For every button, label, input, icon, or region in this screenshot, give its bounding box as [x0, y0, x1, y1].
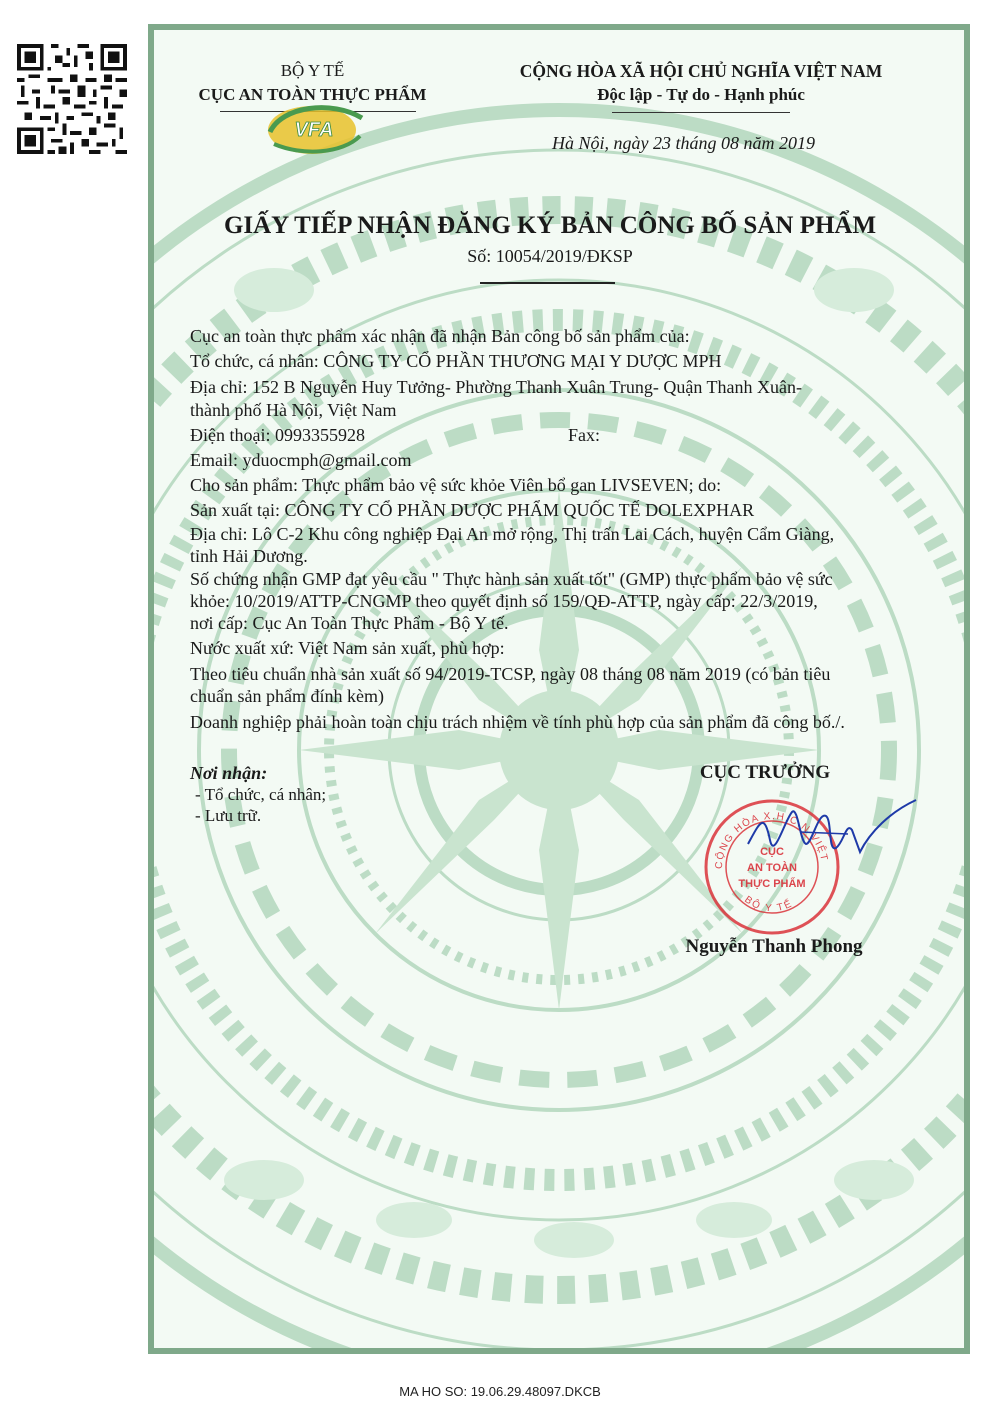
- gmp-line2: khỏe: 10/2019/ATTP-CNGMP theo quyết định số 159/QĐ-ATTP, ngày cấp: 22/3/2019,: [190, 591, 818, 611]
- origin: Nước xuất xứ: Việt Nam sản xuất, phù hợp:: [190, 638, 505, 658]
- manufacturer: Sản xuất tại: CÔNG TY CỔ PHẦN DƯỢC PHẨM QUỐC TẾ DOLEXPHAR: [190, 500, 755, 520]
- agency-name: CỤC AN TOÀN THỰC PHẨM: [198, 85, 427, 104]
- title-underline: [480, 282, 615, 284]
- qr-code: [14, 44, 130, 154]
- product: Cho sản phẩm: Thực phẩm bảo vệ sức khỏe Viên bổ gan LIVSEVEN; do:: [190, 475, 722, 495]
- org-address-line1: Địa chỉ: 152 B Nguyễn Huy Tưởng- Phường Thanh Xuân Trung- Quận Thanh Xuân-: [190, 377, 802, 397]
- recipient-item: - Lưu trữ.: [195, 806, 262, 825]
- document-number: Số: 10054/2019/ĐKSP: [467, 246, 633, 266]
- intro-text: Cục an toàn thực phẩm xác nhận đã nhận Bản công bố sản phẩm của:: [190, 326, 690, 346]
- stamp-ring-text: CỘNG HÒA X.H.C.N VIỆT: [713, 810, 830, 870]
- email: Email: yduocmph@gmail.com: [190, 450, 412, 470]
- recipient-item: - Tổ chức, cá nhân;: [195, 785, 327, 804]
- responsibility-statement: Doanh nghiệp phải hoàn toàn chịu trách nhiệm về tính phù hợp của sản phẩm đã công bố./.: [190, 712, 845, 732]
- qr-code-graphic: [14, 44, 130, 154]
- stamp-line2: AN TOÀN: [747, 862, 797, 874]
- organization: Tổ chức, cá nhân: CÔNG TY CỔ PHẦN THƯƠNG MẠI Y DƯỢC MPH: [190, 351, 722, 371]
- issue-date: Hà Nội, ngày 23 tháng 08 năm 2019: [552, 133, 815, 153]
- document-title: GIẤY TIẾP NHẬN ĐĂNG KÝ BẢN CÔNG BỐ SẢN PHẨM: [223, 212, 877, 239]
- gmp-line3: nơi cấp: Cục An Toàn Thực Phẩm - Bộ Y tế.: [190, 613, 509, 633]
- dossier-code: MA HO SO: 19.06.29.48097.DKCB: [399, 1384, 601, 1399]
- stamp-bottom-text: BỘ Y TẾ: [742, 894, 795, 915]
- national-title: CỘNG HÒA XÃ HỘI CHỦ NGHĨA VIỆT NAM: [519, 61, 883, 81]
- org-address-line2: thành phố Hà Nội, Việt Nam: [190, 400, 397, 420]
- standard-line2: chuẩn sản phẩm đính kèm): [190, 686, 384, 706]
- gmp-line1: Số chứng nhận GMP đạt yêu cầu " Thực hành sản xuất tốt" (GMP) thực phẩm bảo vệ sức: [190, 569, 833, 589]
- signer-name: Nguyễn Thanh Phong: [685, 936, 863, 957]
- header-right-underline: [612, 112, 790, 113]
- national-motto: Độc lập - Tự do - Hạnh phúc: [597, 85, 805, 104]
- handwritten-signature: [740, 782, 920, 902]
- standard-line1: Theo tiêu chuẩn nhà sản xuất số 94/2019-TCSP, ngày 08 tháng 08 năm 2019 (có bản tiêu: [190, 664, 831, 684]
- stamp-line1: CỤC: [760, 846, 784, 858]
- signer-title: CỤC TRƯỞNG: [699, 762, 831, 783]
- mfr-address-line2: tỉnh Hải Dương.: [190, 546, 308, 566]
- ministry-name: BỘ Y TẾ: [280, 61, 345, 80]
- fax: Fax:: [568, 425, 601, 445]
- mfr-address-line1: Địa chỉ: Lô C-2 Khu công nghiệp Đại An mở rộng, Thị trấn Lai Cách, huyện Cẩm Giàng,: [190, 524, 835, 544]
- stamp-line3: THỰC PHẨM: [738, 878, 806, 890]
- phone: Điện thoại: 0993355928: [190, 425, 365, 445]
- recipients-label: Nơi nhận:: [190, 763, 268, 783]
- vfa-logo: [262, 96, 370, 158]
- vfa-logo-text: VFA: [294, 119, 334, 141]
